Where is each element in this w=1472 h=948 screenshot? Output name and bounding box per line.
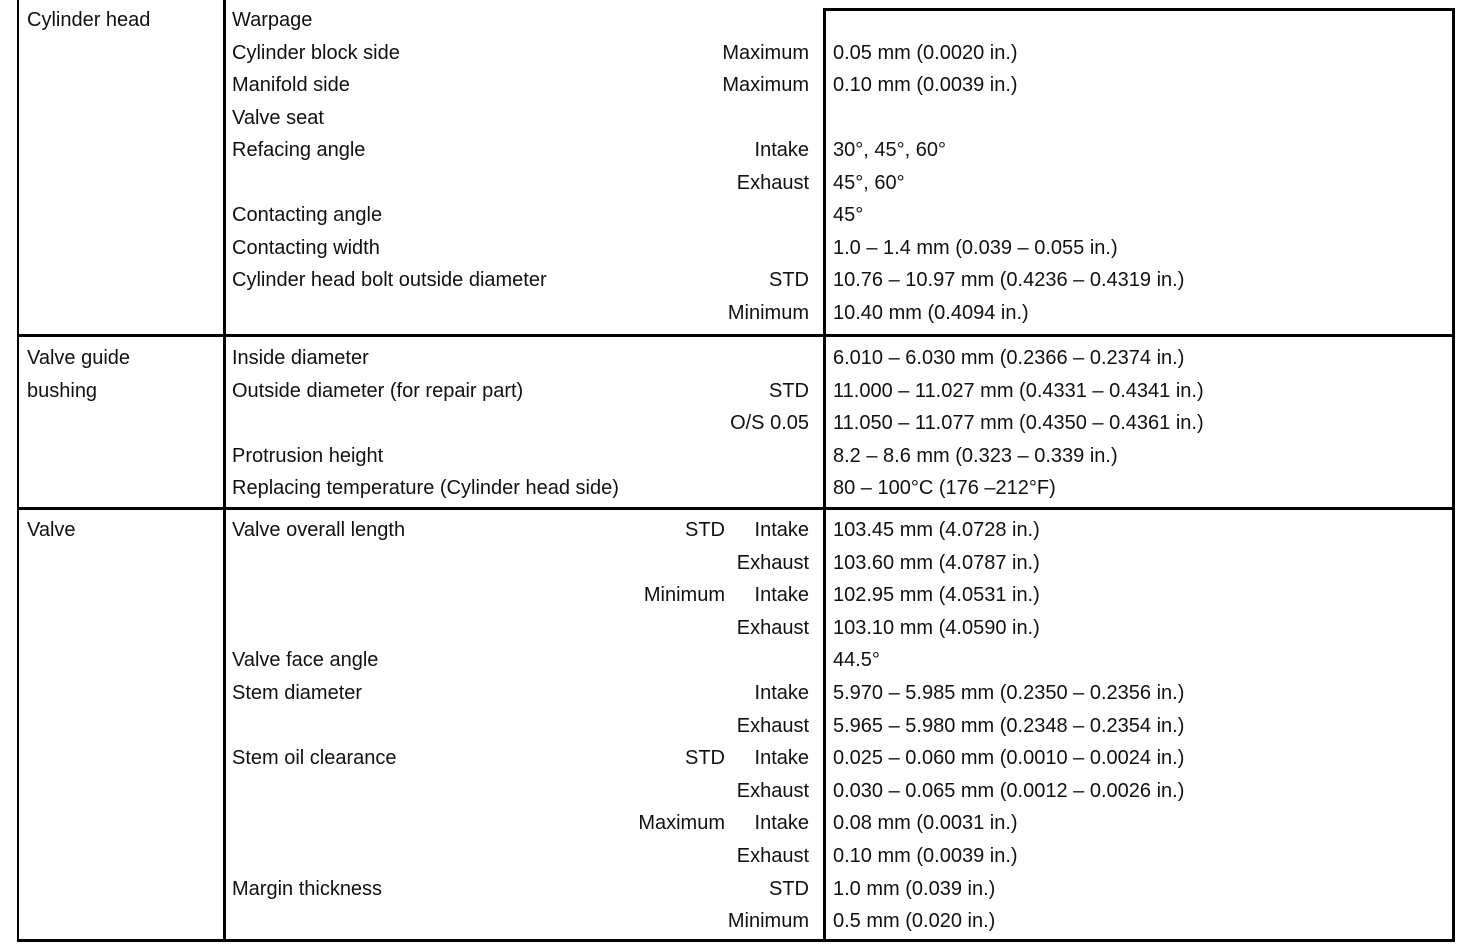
spec-value: 0.05 mm (0.0020 in.) [833, 41, 1018, 64]
spec-value: 0.08 mm (0.0031 in.) [833, 812, 1018, 835]
table-row [0, 905, 1472, 937]
spec-value: 0.10 mm (0.0039 in.) [833, 845, 1018, 867]
table-row [0, 644, 1472, 676]
spec-condition: Exhaust [736, 845, 809, 867]
table-row [0, 297, 1472, 329]
spec-value: 5.970 – 5.985 mm (0.2350 – 0.2356 in.) [833, 682, 1185, 704]
spec-value: 11.050 – 11.077 mm (0.4350 – 0.4361 in.) [833, 412, 1204, 434]
spec-item-label: Replacing temperature (Cylinder head side) [232, 477, 619, 499]
spec-item-label: Inside diameter [232, 347, 369, 369]
spec-value: 0.025 – 0.060 mm (0.0010 – 0.0024 in.) [833, 747, 1185, 770]
spec-value: 103.60 mm (4.0787 in.) [833, 551, 1040, 574]
spec-value: 45° [833, 204, 864, 226]
spec-item-label: Cylinder block side [232, 41, 400, 64]
spec-value: 8.2 – 8.6 mm (0.323 – 0.339 in.) [833, 444, 1118, 467]
spec-condition: Maximum [722, 74, 809, 96]
spec-condition: Intake [754, 139, 809, 161]
spec-condition: Exhaust [736, 616, 809, 639]
table-row [0, 375, 1472, 407]
spec-item-label: Outside diameter (for repair part) [232, 379, 524, 402]
spec-item-label: Manifold side [232, 74, 350, 96]
table-row [0, 199, 1472, 231]
table-row [0, 342, 1472, 374]
spec-value: 6.010 – 6.030 mm (0.2366 – 0.2374 in.) [833, 347, 1185, 369]
spec-condition: Exhaust [736, 551, 809, 574]
spec-condition: Intake [754, 747, 809, 770]
table-row [0, 232, 1472, 264]
section-divider [17, 507, 1455, 510]
spec-condition: Minimum [727, 910, 809, 933]
spec-value: 11.000 – 11.027 mm (0.4331 – 0.4341 in.) [833, 379, 1204, 402]
table-row [0, 807, 1472, 839]
spec-item-label: Protrusion height [232, 444, 384, 467]
spec-condition-level: STD [685, 519, 725, 541]
table-row [0, 37, 1472, 69]
spec-condition: Intake [754, 519, 809, 541]
section-title: Cylinder head [27, 9, 151, 31]
table-row [0, 612, 1472, 644]
table-row [0, 579, 1472, 611]
spec-condition: Intake [754, 682, 809, 704]
table-row [0, 134, 1472, 166]
section-title: Valve [27, 519, 76, 541]
table-row [0, 514, 1472, 546]
spec-condition: STD [769, 379, 809, 402]
spec-value: 0.10 mm (0.0039 in.) [833, 74, 1018, 96]
spec-item-label: Stem diameter [232, 682, 363, 704]
spec-item-label: Warpage [232, 9, 313, 31]
spec-value: 44.5° [833, 649, 880, 672]
spec-condition: Exhaust [736, 171, 809, 194]
table-row [0, 167, 1472, 199]
section-title: bushing [27, 379, 98, 402]
section-divider [17, 334, 1455, 337]
table-row [0, 547, 1472, 579]
spec-value: 103.10 mm (4.0590 in.) [833, 616, 1040, 639]
spec-value: 45°, 60° [833, 171, 905, 194]
spec-condition: Intake [754, 812, 809, 835]
section-title: Valve guide [27, 347, 131, 369]
spec-item-label: Valve seat [232, 106, 324, 129]
spec-value: 5.965 – 5.980 mm (0.2348 – 0.2354 in.) [833, 714, 1185, 737]
table-row [0, 102, 1472, 134]
spec-condition: Minimum [727, 301, 809, 324]
spec-value: 1.0 mm (0.039 in.) [833, 877, 996, 900]
spec-condition-level: Minimum [643, 584, 725, 607]
spec-value: 1.0 – 1.4 mm (0.039 – 0.055 in.) [833, 236, 1118, 259]
spec-condition: Maximum [722, 41, 809, 64]
spec-condition: O/S 0.05 [730, 412, 809, 434]
table-row [0, 407, 1472, 439]
table-row [0, 840, 1472, 872]
table-row [0, 264, 1472, 296]
spec-item-label: Margin thickness [232, 877, 383, 900]
spec-item-label: Valve face angle [232, 649, 379, 672]
spec-value: 0.030 – 0.065 mm (0.0012 – 0.0026 in.) [833, 779, 1185, 802]
table-row [0, 4, 1472, 36]
table-row [0, 710, 1472, 742]
table-row [0, 775, 1472, 807]
spec-item-label: Contacting angle [232, 204, 383, 226]
spec-item-label: Contacting width [232, 236, 380, 259]
spec-value: 103.45 mm (4.0728 in.) [833, 519, 1040, 541]
spec-condition-level: STD [685, 747, 725, 770]
spec-value: 10.76 – 10.97 mm (0.4236 – 0.4319 in.) [833, 269, 1185, 291]
spec-condition: STD [769, 269, 809, 291]
spec-item-label: Valve overall length [232, 519, 406, 541]
spec-condition: Exhaust [736, 779, 809, 802]
table-row [0, 873, 1472, 905]
table-row [0, 440, 1472, 472]
spec-item-label: Cylinder head bolt outside diameter [232, 269, 547, 291]
spec-value: 10.40 mm (0.4094 in.) [833, 301, 1029, 324]
table-row [0, 472, 1472, 504]
table-row [0, 69, 1472, 101]
spec-condition: STD [769, 877, 809, 900]
spec-item-label: Stem oil clearance [232, 747, 397, 770]
spec-value: 80 – 100°C (176 –212°F) [833, 477, 1056, 499]
spec-condition: Intake [754, 584, 809, 607]
spec-item-label: Refacing angle [232, 139, 366, 161]
spec-condition: Exhaust [736, 714, 809, 737]
table-row [0, 742, 1472, 774]
spec-value: 30°, 45°, 60° [833, 139, 946, 161]
spec-condition-level: Maximum [638, 812, 725, 835]
table-border-bottom [17, 939, 1455, 942]
spec-value: 0.5 mm (0.020 in.) [833, 910, 996, 933]
spec-value: 102.95 mm (4.0531 in.) [833, 584, 1040, 607]
table-row [0, 677, 1472, 709]
